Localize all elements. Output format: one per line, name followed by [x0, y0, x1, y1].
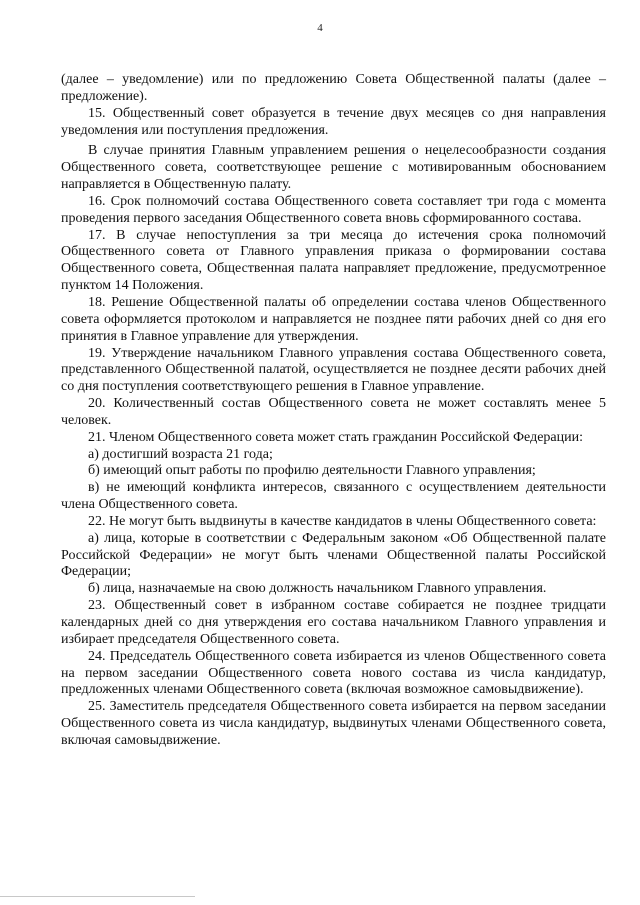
- paragraph: (далее – уведомление) или по предложению Совета Общественной палаты (далее – предложение).: [61, 72, 606, 104]
- footer-divider: [0, 896, 195, 897]
- paragraph: 17. В случае непоступления за три месяца до истечения срока полномочий Общественного совета от Главного управления приказа о формировании состава Общественного совета, Общественная палата направляет предложение, предусмотренное пунктом 14 Положения.: [61, 227, 606, 294]
- paragraph: а) достигший возраста 21 года;: [88, 446, 273, 462]
- paragraph: а) лица, которые в соответствии с Федеральным законом «Об Общественной палате Российской Федерации» не могут быть членами Общественной палаты Российской Федерации;: [61, 530, 606, 580]
- paragraph: 18. Решение Общественной палаты об определении состава членов Общественного совета оформляется протоколом и направляется не позднее пяти рабочих дней со дня его принятия в Главное управление для утверждения.: [61, 294, 606, 344]
- paragraph: 19. Утверждение начальником Главного управления состава Общественного совета, представленного Общественной палатой, осуществляется не позднее десяти рабочих дней со дня поступления соответствующего решения в Главное управление.: [61, 345, 606, 395]
- paragraph: б) лица, назначаемые на свою должность начальником Главного управления.: [88, 581, 547, 597]
- paragraph: В случае принятия Главным управлением решения о нецелесообразности создания Общественного совета, соответствующее решение с мотивированным обоснованием направляется в Общественную палату.: [61, 143, 606, 193]
- paragraph: 21. Членом Общественного совета может стать гражданин Российской Федерации:: [88, 429, 584, 445]
- paragraph: 15. Общественный совет образуется в течение двух месяцев со дня направления уведомления или поступления предложения.: [61, 105, 606, 138]
- paragraph: 24. Председатель Общественного совета избирается из членов Общественного совета на первом заседании Общественного совета нового состава из числа кандидатур, предложенных членами Общественного совета (включая возможное самовыдвижение).: [61, 648, 606, 698]
- document-body: [61, 72, 606, 750]
- paragraph: 22. Не могут быть выдвинуты в качестве кандидатов в члены Общественного совета:: [88, 513, 597, 529]
- paragraph: б) имеющий опыт работы по профилю деятельности Главного управления;: [88, 463, 536, 479]
- paragraph: 20. Количественный состав Общественного совета не может составлять менее 5 человек.: [61, 396, 606, 428]
- paragraph: 16. Срок полномочий состава Общественного совета составляет три года с момента проведения первого заседания Общественного совета вновь сформированного состава.: [61, 193, 606, 226]
- paragraph: 25. Заместитель председателя Общественного совета избирается на первом заседании Общественного совета из числа кандидатур, выдвинутых членами Общественного совета, включая самовыдвижение.: [61, 699, 606, 748]
- paragraph: в) не имеющий конфликта интересов, связанного с осуществлением деятельности члена Общественного совета.: [61, 480, 606, 513]
- paragraph: 23. Общественный совет в избранном составе собирается не позднее тридцати календарных дней со дня утверждения его состава начальником Главного управления и избирает председателя Общественного совета.: [61, 598, 606, 647]
- page-number: 4: [317, 22, 323, 34]
